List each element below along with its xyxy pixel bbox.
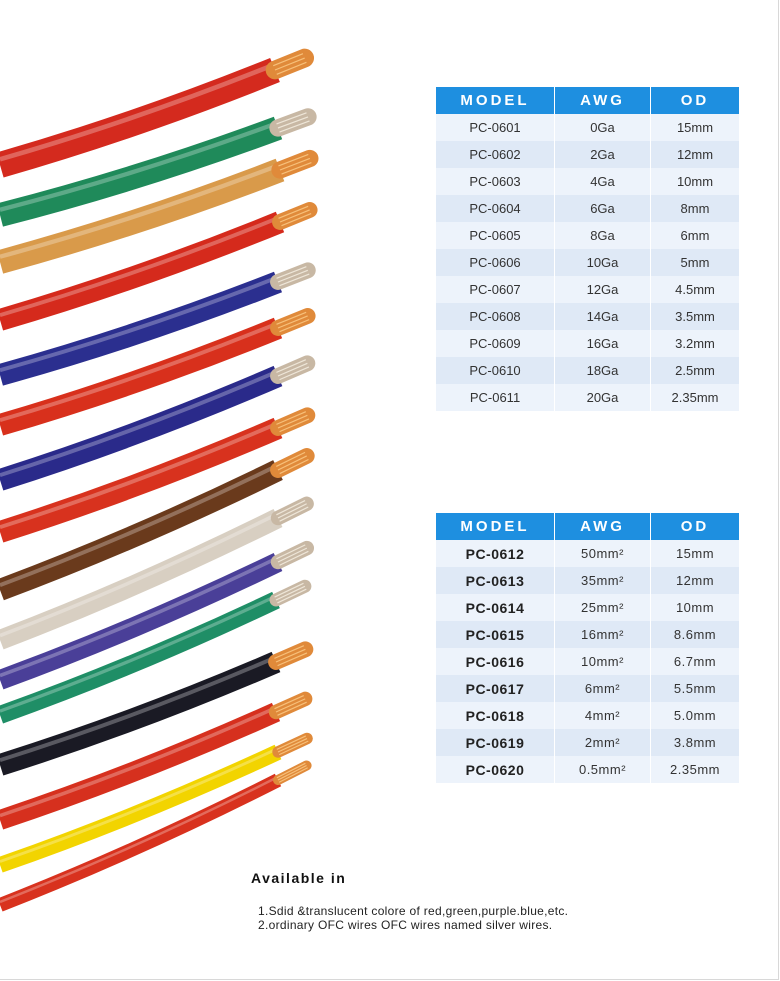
awg-cell: 10Ga (555, 249, 651, 276)
od-cell: 6.7mm (651, 648, 740, 675)
model-cell: PC-0618 (436, 702, 555, 729)
model-cell: PC-0620 (436, 756, 555, 783)
od-cell: 2.5mm (651, 357, 740, 384)
awg-cell: 12Ga (555, 276, 651, 303)
od-cell: 3.2mm (651, 330, 740, 357)
awg-cell: 6Ga (555, 195, 651, 222)
wire-1 (0, 54, 306, 165)
awg-cell: 50mm² (555, 540, 651, 567)
model-cell: PC-0616 (436, 648, 555, 675)
model-cell: PC-0613 (436, 567, 555, 594)
model-cell: PC-0601 (436, 114, 555, 141)
od-cell: 6mm (651, 222, 740, 249)
model-cell: PC-0614 (436, 594, 555, 621)
table-row (436, 141, 739, 168)
awg-cell: 2mm² (555, 729, 651, 756)
od-cell: 10mm (651, 168, 740, 195)
availability-note-2: 2.ordinary OFC wires OFC wires named silver wires. (258, 918, 553, 932)
awg-cell: 16Ga (555, 330, 651, 357)
table-row (436, 729, 739, 756)
od-cell: 15mm (651, 114, 740, 141)
table-row (436, 330, 739, 357)
awg-cell: 10mm² (555, 648, 651, 675)
awg-cell: 18Ga (555, 357, 651, 384)
model-cell: PC-0611 (436, 384, 555, 411)
table-row (436, 114, 739, 141)
table-row (436, 195, 739, 222)
model-cell: PC-0602 (436, 141, 555, 168)
awg-cell: 16mm² (555, 621, 651, 648)
od-cell: 2.35mm (651, 756, 740, 783)
column-header-awg: AWG (555, 87, 651, 114)
od-cell: 10mm (651, 594, 740, 621)
table-row (436, 594, 739, 621)
column-header-model: MODEL (436, 87, 555, 114)
model-cell: PC-0604 (436, 195, 555, 222)
awg-cell: 14Ga (555, 303, 651, 330)
table-header-row (436, 513, 739, 540)
table-row (436, 648, 739, 675)
availability-note-1: 1.Sdid &translucent colore of red,green,purple.blue,etc. (258, 904, 569, 918)
od-cell: 5.5mm (651, 675, 740, 702)
table-row (436, 621, 739, 648)
od-cell: 5mm (651, 249, 740, 276)
table-row (436, 249, 739, 276)
model-cell: PC-0615 (436, 621, 555, 648)
model-cell: PC-0606 (436, 249, 555, 276)
model-cell: PC-0612 (436, 540, 555, 567)
table-row (436, 357, 739, 384)
wire-bundle-illustration (0, 0, 330, 930)
od-cell: 2.35mm (651, 384, 740, 411)
od-cell: 3.8mm (651, 729, 740, 756)
spec-table-awg-gauge (436, 87, 739, 411)
model-cell: PC-0605 (436, 222, 555, 249)
awg-cell: 2Ga (555, 141, 651, 168)
table-row (436, 567, 739, 594)
table-row (436, 276, 739, 303)
model-cell: PC-0619 (436, 729, 555, 756)
od-cell: 12mm (651, 567, 740, 594)
od-cell: 8.6mm (651, 621, 740, 648)
model-cell: PC-0603 (436, 168, 555, 195)
column-header-model: MODEL (436, 513, 555, 540)
table-row (436, 303, 739, 330)
awg-cell: 20Ga (555, 384, 651, 411)
model-cell: PC-0607 (436, 276, 555, 303)
awg-cell: 0Ga (555, 114, 651, 141)
wire-5 (0, 267, 309, 375)
column-header-od: OD (651, 513, 740, 540)
awg-cell: 4Ga (555, 168, 651, 195)
od-cell: 15mm (651, 540, 740, 567)
table-header-row (436, 87, 739, 114)
od-cell: 5.0mm (651, 702, 740, 729)
awg-cell: 35mm² (555, 567, 651, 594)
table-row (436, 756, 739, 783)
available-in-notes (258, 904, 568, 932)
awg-cell: 8Ga (555, 222, 651, 249)
model-cell: PC-0609 (436, 330, 555, 357)
awg-cell: 25mm² (555, 594, 651, 621)
model-cell: PC-0608 (436, 303, 555, 330)
table-row (436, 384, 739, 411)
model-cell: PC-0610 (436, 357, 555, 384)
table-row (436, 168, 739, 195)
od-cell: 8mm (651, 195, 740, 222)
od-cell: 4.5mm (651, 276, 740, 303)
od-cell: 3.5mm (651, 303, 740, 330)
available-in-heading: Available in (251, 870, 347, 886)
table-row (436, 540, 739, 567)
awg-cell: 0.5mm² (555, 756, 651, 783)
column-header-od: OD (651, 87, 740, 114)
table-row (436, 675, 739, 702)
table-row (436, 702, 739, 729)
awg-cell: 6mm² (555, 675, 651, 702)
wire-12 (0, 583, 306, 715)
table-row (436, 222, 739, 249)
awg-cell: 4mm² (555, 702, 651, 729)
model-cell: PC-0617 (436, 675, 555, 702)
spec-table-metric-section (436, 513, 739, 783)
od-cell: 12mm (651, 141, 740, 168)
column-header-awg: AWG (555, 513, 651, 540)
